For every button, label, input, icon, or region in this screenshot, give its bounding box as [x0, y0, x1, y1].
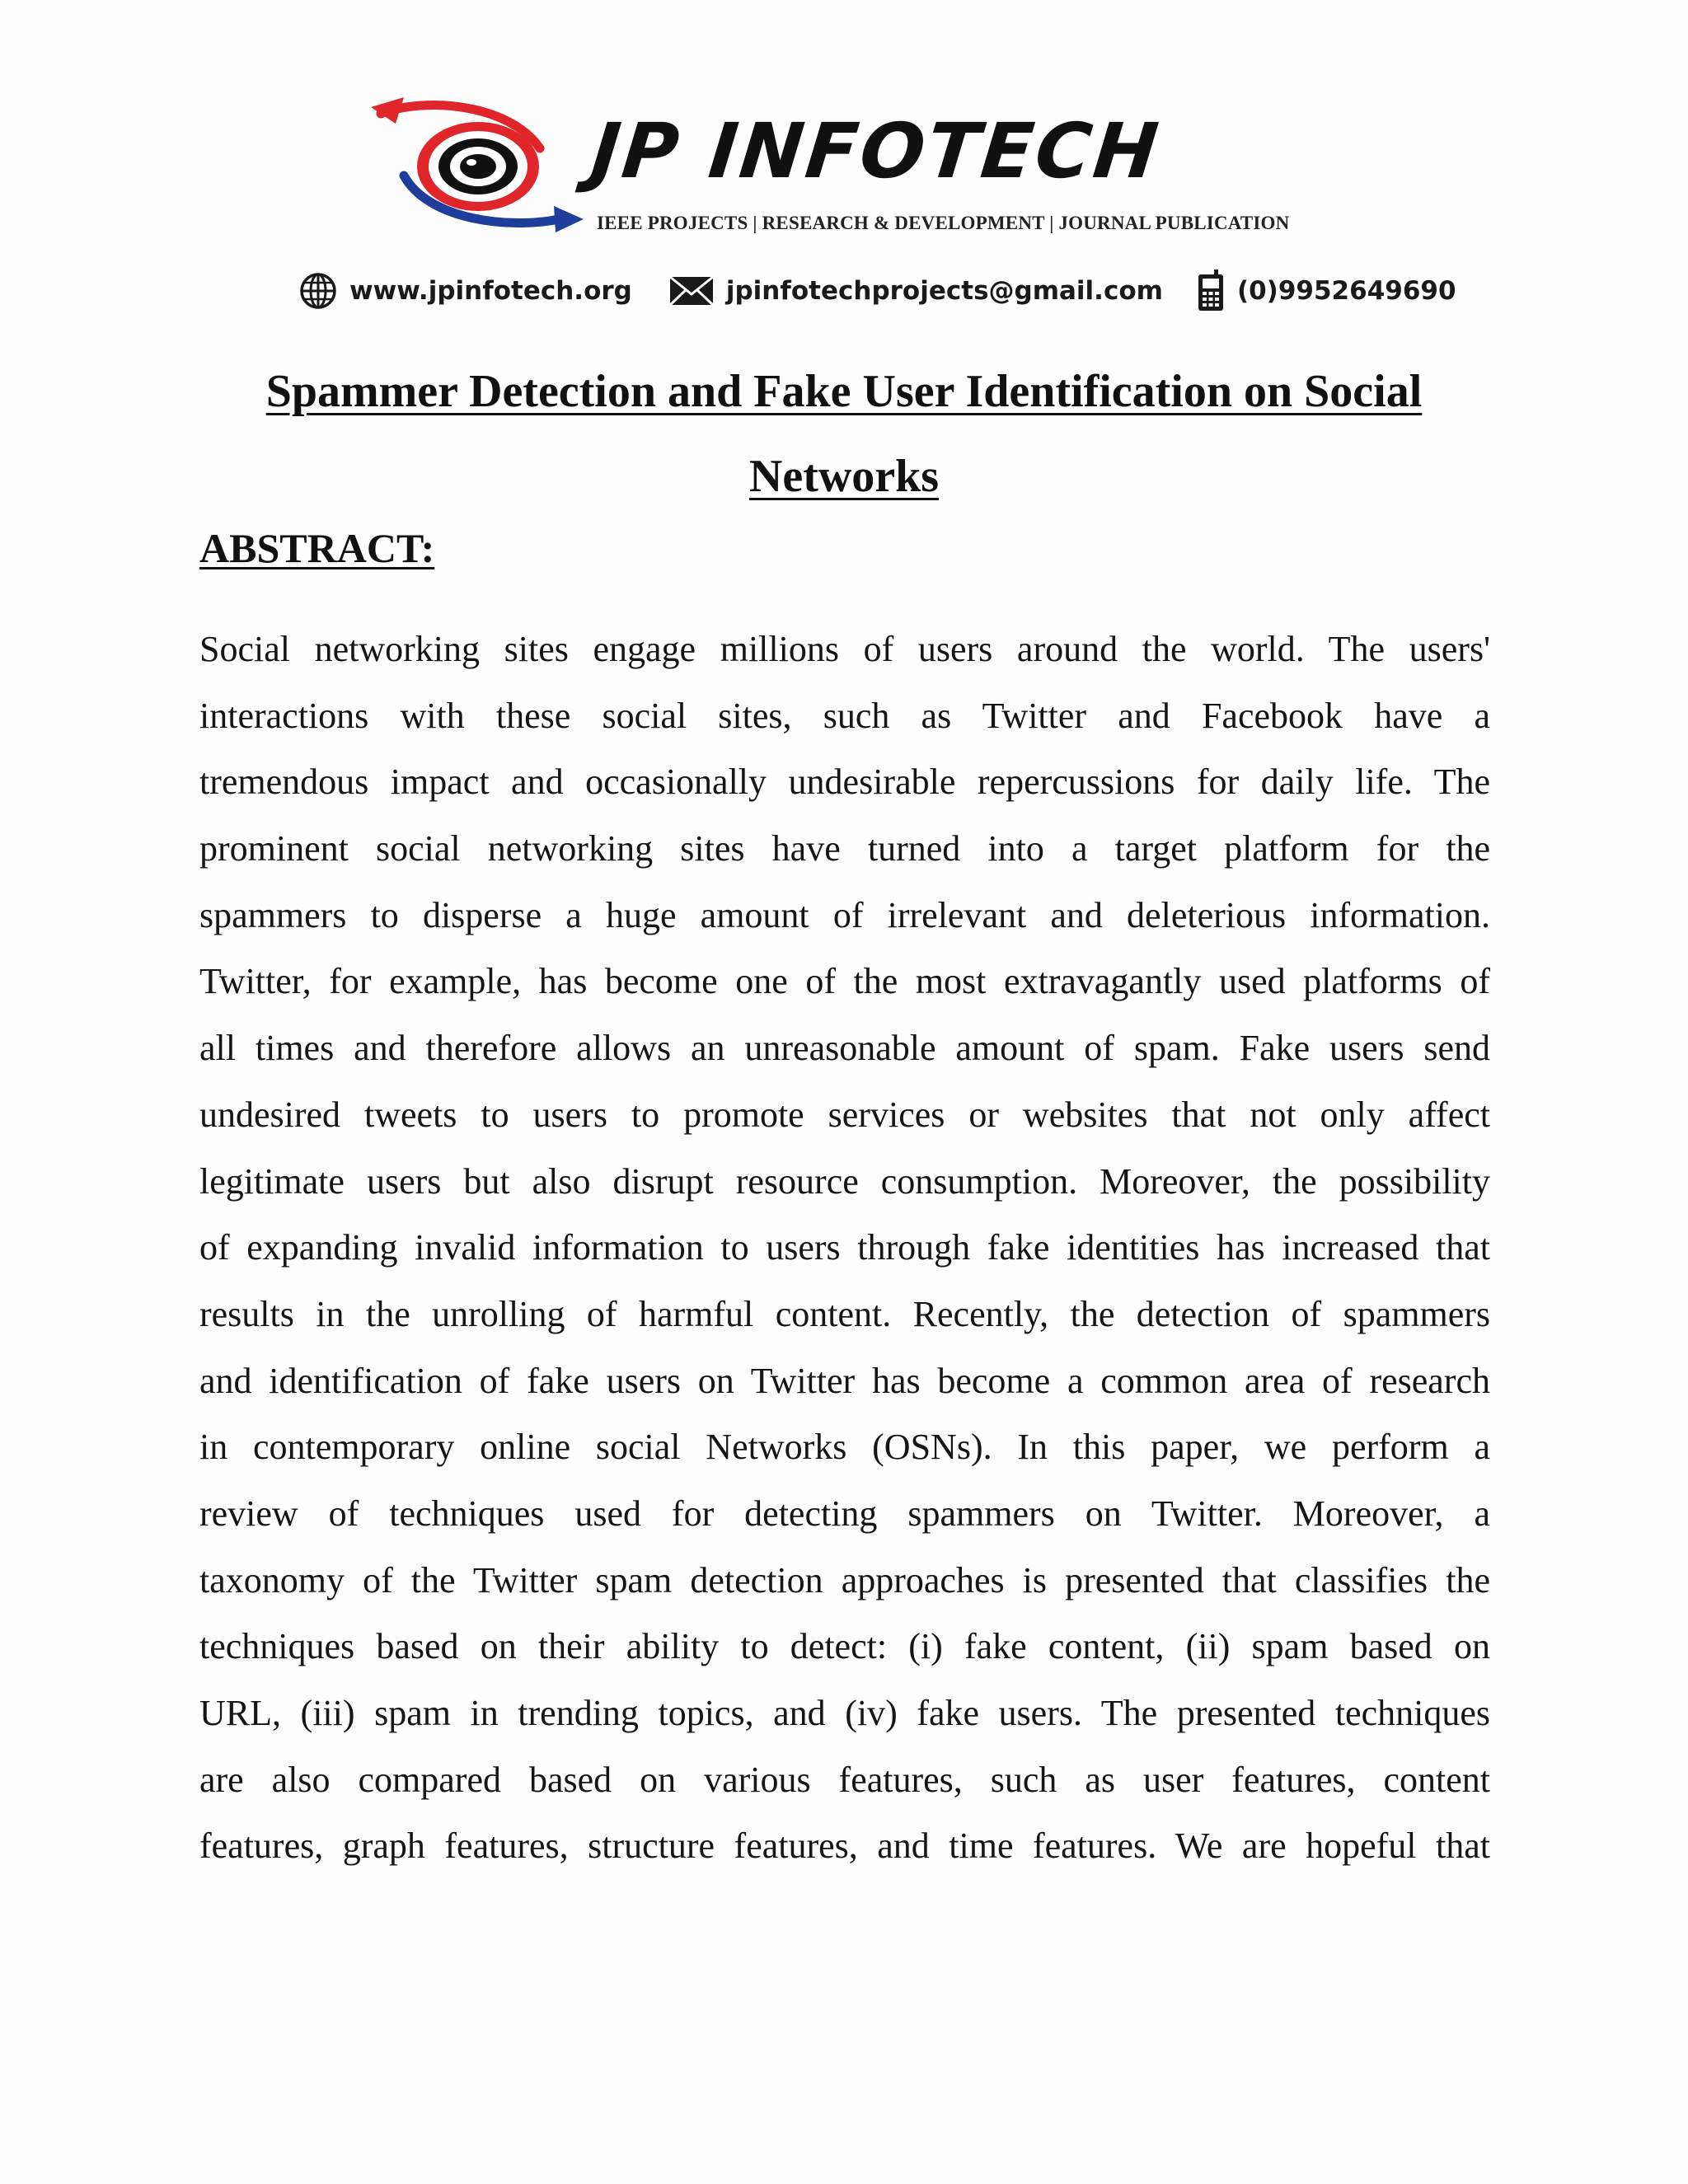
- abstract-line: spammers to disperse a huge amount of irrelevant and deleterious information.: [199, 894, 1490, 935]
- paper-title: Spammer Detection and Fake User Identification on Social Networks: [265, 366, 1423, 502]
- abstract-line: in contemporary online social Networks (OSNs). In this paper, we perform a: [199, 1427, 1490, 1468]
- abstract-line: legitimate users but also disrupt resource consumption. Moreover, the possibility: [199, 1160, 1490, 1202]
- abstract-line: are also compared based on various features, such as user features, content: [199, 1759, 1490, 1800]
- abstract-line: review of techniques used for detecting spammers on Twitter. Moreover, a: [199, 1493, 1490, 1534]
- company-logo-block: [371, 97, 1290, 246]
- abstract-line: and identification of fake users on Twitter has become a common area of research: [199, 1360, 1490, 1401]
- abstract-line: URL, (iii) spam in trending topics, and (iv) fake users. The presented techniques: [199, 1693, 1490, 1733]
- abstract-line: results in the unrolling of harmful content. Recently, the detection of spammers: [199, 1293, 1490, 1334]
- abstract-body: [199, 626, 1490, 1890]
- abstract-line: interactions with these social sites, such as Twitter and Facebook have a: [199, 695, 1490, 736]
- brand-tagline: IEEE PROJECTS | RESEARCH & DEVELOPMENT | JOURNAL PUBLICATION: [597, 213, 1290, 233]
- abstract-line: Twitter, for example, has become one of the most extravagantly used platforms of: [199, 961, 1490, 1002]
- abstract-line: features, graph features, structure features, and time features. We are hopeful that: [199, 1825, 1490, 1867]
- abstract-heading: ABSTRACT:: [199, 525, 435, 571]
- globe-icon: [298, 271, 338, 311]
- contact-email[interactable]: [668, 274, 1163, 307]
- abstract-line: taxonomy of the Twitter spam detection approaches is presented that classifies the: [199, 1559, 1490, 1601]
- abstract-line: prominent social networking sites have turned into a target platform for the: [199, 828, 1490, 869]
- phone-text: (0)9952649690: [1236, 276, 1456, 306]
- phone-icon: [1196, 269, 1226, 312]
- abstract-line: all times and therefore allows an unreasonable amount of spam. Fake users send: [199, 1028, 1490, 1069]
- email-text: jpinfotechprojects@gmail.com: [725, 276, 1163, 306]
- abstract-line: undesired tweets to users to promote services or websites that not only affect: [199, 1094, 1490, 1135]
- abstract-line: of expanding invalid information to users through fake identities has increased that: [199, 1227, 1490, 1268]
- envelope-icon: [668, 274, 715, 307]
- target-logo-icon: [371, 97, 585, 237]
- website-text: www.jpinfotech.org: [349, 276, 632, 306]
- contact-row: [298, 270, 1456, 312]
- abstract-line: Social networking sites engage millions of users around the world. The users': [199, 629, 1490, 669]
- abstract-line: techniques based on their ability to detect: (i) fake content, (ii) spam based on: [199, 1626, 1490, 1667]
- contact-website[interactable]: [298, 271, 632, 311]
- abstract-line: tremendous impact and occasionally undesirable repercussions for daily life. The: [199, 762, 1490, 803]
- contact-phone[interactable]: [1196, 269, 1456, 312]
- brand-name: JP INFOTECH: [587, 107, 1165, 195]
